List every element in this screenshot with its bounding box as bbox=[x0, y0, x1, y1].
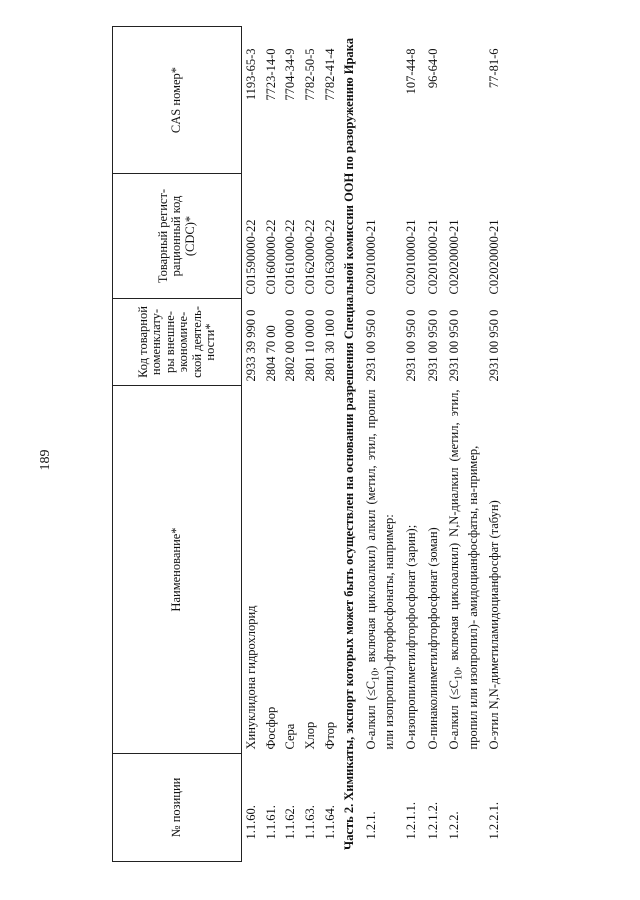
table-row bbox=[443, 27, 483, 862]
row-cas: 96-64-0 bbox=[425, 48, 440, 89]
row-cas: 107-44-8 bbox=[403, 48, 418, 95]
row-position: 1.2.2. bbox=[447, 811, 462, 840]
table-row bbox=[400, 27, 422, 862]
row-name bbox=[443, 386, 483, 754]
row-cdc: C02010000-21 bbox=[403, 219, 418, 295]
row-code: 2801 10 000 0 bbox=[302, 309, 317, 382]
row-cdc: C01630000-22 bbox=[322, 219, 337, 295]
row-position: 1.2.1. bbox=[363, 811, 378, 840]
row-code: 2931 00 950 0 bbox=[425, 309, 440, 382]
row-code: 2931 00 950 0 bbox=[403, 309, 418, 382]
row-cas bbox=[360, 27, 400, 174]
table-row bbox=[242, 27, 262, 862]
row-name: Хинуклидона гидрохлорид bbox=[244, 605, 258, 750]
row-cdc: C02020000-21 bbox=[447, 219, 462, 295]
row-position: 1.1.60. bbox=[244, 805, 258, 840]
row-code: 2802 00 000 0 bbox=[283, 309, 298, 382]
header-cdc: Товарный регист-рационный код (CDC)* bbox=[113, 174, 242, 299]
row-cas: 1193-65-3 bbox=[244, 48, 258, 101]
row-cdc: C02020000-21 bbox=[487, 219, 502, 295]
name-suffix: , включая циклоалкил) алкил (метил, этил, пропил или изопропил)-фторфосфонаты, например: bbox=[363, 389, 397, 750]
row-name: Хлор bbox=[302, 721, 317, 750]
row-position: 1.2.1.1. bbox=[403, 802, 418, 840]
row-cdc: C02010000-21 bbox=[363, 219, 378, 295]
row-cdc: C01620000-22 bbox=[302, 219, 317, 295]
part2-heading: Часть 2. Химикаты, экспорт которых может быть осуществлен на основании разрешения Специальной комиссии ООН по разоружению Ирака bbox=[342, 38, 357, 850]
header-code: Код товарной номенклату-ры внешне-экономиче-ской деятель-ности* bbox=[113, 299, 242, 386]
row-code: 2931 00 950 0 bbox=[487, 309, 502, 382]
row-name: Фосфор bbox=[263, 706, 278, 750]
row-name: О-изопропилметилфторфосфонат (зарин); bbox=[403, 524, 418, 750]
name-prefix: О-алкил (≤C bbox=[363, 680, 378, 750]
row-code: 2933 39 990 0 bbox=[244, 309, 258, 382]
part-heading-row bbox=[340, 27, 360, 862]
row-position: 1.1.62. bbox=[283, 805, 298, 840]
row-name: О-этил N,N-диметиламидоцианфосфат (табун) bbox=[487, 500, 502, 750]
row-code: 2931 00 950 0 bbox=[363, 309, 378, 382]
row-name: О-пинаколинметилфторфосфонат (зоман) bbox=[425, 527, 440, 750]
row-position: 1.1.63. bbox=[302, 805, 317, 840]
table-row bbox=[483, 27, 505, 862]
table-header-row bbox=[113, 27, 242, 862]
row-cas: 7782-41-4 bbox=[322, 48, 337, 101]
row-cas: 7704-34-9 bbox=[283, 48, 298, 101]
page-number: 189 bbox=[38, 449, 53, 471]
row-name: Сера bbox=[283, 723, 298, 750]
row-cdc: C01610000-22 bbox=[283, 219, 298, 295]
row-cdc: C01600000-22 bbox=[263, 219, 278, 295]
table-row bbox=[262, 27, 282, 862]
header-position: № позиции bbox=[113, 754, 242, 862]
row-name: Фтор bbox=[322, 721, 337, 750]
row-cdc: C01590000-22 bbox=[244, 219, 258, 295]
name-subscript: 10 bbox=[453, 669, 465, 681]
name-suffix: , включая циклоалкил) N,N-диалкил (метил, этил, пропил или изопропил)- амидоцианфосфаты, на-пример, bbox=[447, 389, 480, 750]
table-row bbox=[422, 27, 444, 862]
row-cas: 77-81-6 bbox=[487, 48, 502, 89]
row-code: 2931 00 950 0 bbox=[447, 309, 462, 382]
row-name bbox=[360, 386, 400, 754]
header-cas: CAS номер* bbox=[113, 27, 242, 174]
row-code: 2801 30 100 0 bbox=[322, 309, 337, 382]
document-page bbox=[20, 40, 620, 880]
chemicals-table bbox=[112, 26, 505, 862]
table-row bbox=[301, 27, 321, 862]
row-cas: 7723-14-0 bbox=[263, 48, 278, 101]
row-position: 1.1.64. bbox=[322, 805, 337, 840]
table-row bbox=[321, 27, 341, 862]
row-cas: 7782-50-5 bbox=[302, 48, 317, 101]
row-cas bbox=[443, 27, 483, 174]
header-name: Наименование* bbox=[113, 386, 242, 754]
row-position: 1.2.2.1. bbox=[487, 802, 502, 840]
name-subscript: 10 bbox=[370, 670, 382, 681]
name-prefix: О-алкил (≤C bbox=[447, 680, 462, 750]
table-row bbox=[360, 27, 400, 862]
row-position: 1.2.1.2. bbox=[425, 802, 440, 840]
table-row bbox=[281, 27, 301, 862]
row-code: 2804 70 00 bbox=[263, 325, 278, 382]
row-position: 1.1.61. bbox=[263, 805, 278, 840]
row-cdc: C02010000-21 bbox=[425, 219, 440, 295]
